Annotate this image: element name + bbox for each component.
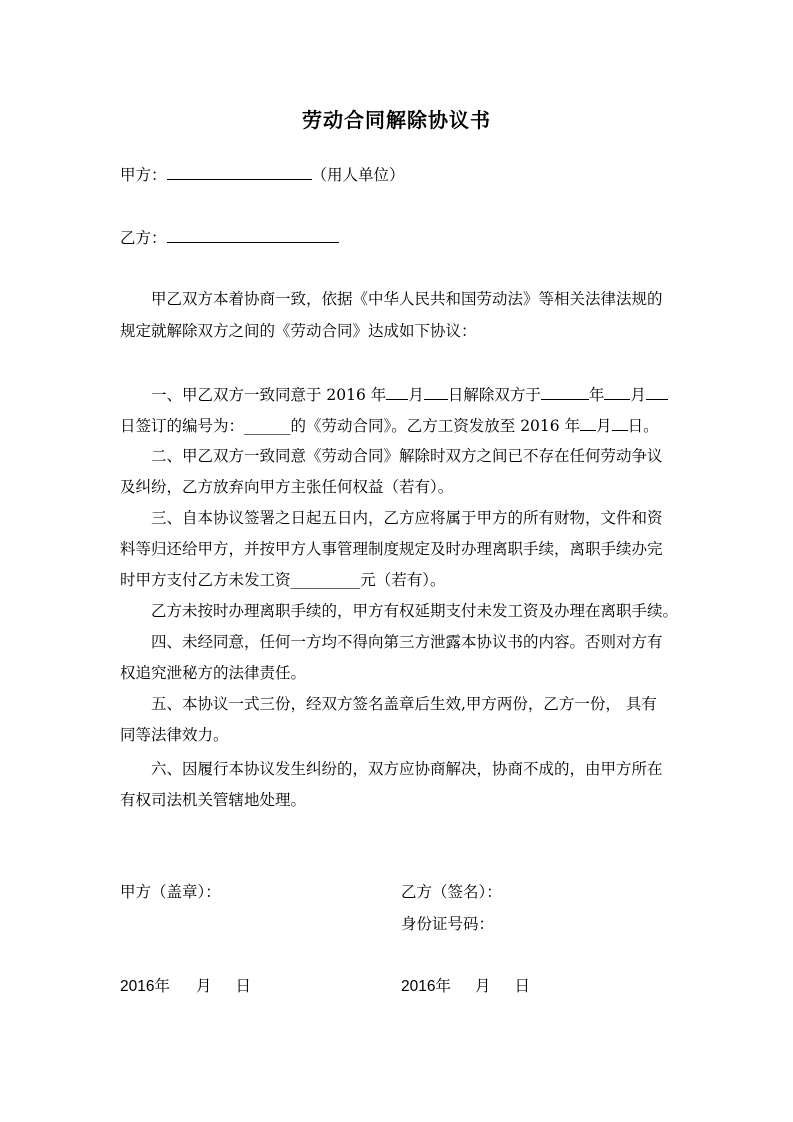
clause-3-text-b: 元（若有）。 <box>360 571 446 589</box>
party-a-date-day-unit: 日 <box>235 977 252 995</box>
document-title: 劳动合同解除协议书 <box>302 108 491 132</box>
party-a-seal-label: 甲方（盖章）： <box>120 883 221 901</box>
terminate-day-blank[interactable] <box>424 384 448 400</box>
party-b-date-year: 2016 <box>401 978 436 995</box>
clause-3-line-3 <box>120 570 446 590</box>
sign-day-blank[interactable] <box>646 384 668 400</box>
clause-4-line-2: 权追究泄秘方的法律责任。 <box>120 664 307 682</box>
party-a-date-month-unit: 月 <box>196 977 212 995</box>
party-a-line <box>120 164 405 185</box>
clause-3-line-1: 三、自本协议签署之日起五日内，乙方应将属于甲方的所有财物，文件和资 <box>151 509 663 527</box>
clause-3-line-4: 乙方未按时办理离职手续的，甲方有权延期支付未发工资及办理在离职手续。 <box>151 602 679 620</box>
party-b-id-label: 身份证号码： <box>401 915 495 933</box>
party-a-date-year: 2016 <box>120 978 155 995</box>
party-a-date-year-unit: 年 <box>154 977 170 995</box>
party-b-label: 乙方： <box>120 229 167 247</box>
clause-1-text-f: 日签订的编号为： <box>120 417 245 435</box>
preamble-line-2: 规定就解除双方之间的《劳动合同》达成如下协议： <box>120 322 477 340</box>
clause-1-text-h: 月 <box>596 417 612 435</box>
clause-1-text-c: 日解除双方于 <box>447 386 541 404</box>
sign-month-blank[interactable] <box>604 384 630 400</box>
sign-year-blank[interactable] <box>541 384 589 400</box>
party-b-line <box>120 227 339 248</box>
party-b-signature-label: 乙方（签名）： <box>401 883 502 901</box>
clause-3-text-a: 时甲方支付乙方未发工资 <box>120 571 291 589</box>
party-a-note: （用人单位） <box>311 166 405 184</box>
party-a-label: 甲方： <box>120 166 167 184</box>
salary-month-blank[interactable] <box>580 415 596 431</box>
clause-2-line-2: 及纠纷，乙方放弃向甲方主张任何权益（若有）。 <box>120 478 454 496</box>
party-a-date <box>120 976 251 997</box>
clause-1-text-a: 一、甲乙双方一致同意于 2016 年 <box>151 386 387 404</box>
clause-5-line-2: 同等法律效力。 <box>120 726 229 744</box>
party-b-date-day-unit: 日 <box>514 977 531 995</box>
clause-1-text-g: ______的《劳动合同》。乙方工资发放至 2016 年 <box>244 417 581 435</box>
party-b-date-month-unit: 月 <box>475 977 491 995</box>
party-b-date-year-unit: 年 <box>435 977 451 995</box>
clause-3-line-2: 料等归还给甲方，并按甲方人事管理制度规定及时办理离职手续，离职手续办完 <box>120 540 663 558</box>
clause-2-line-1: 二、甲乙双方一致同意《劳动合同》解除时双方之间已不存在任何劳动争议 <box>151 447 663 465</box>
clause-6-line-2: 有权司法机关管辖地处理。 <box>120 791 307 809</box>
clause-6-line-1: 六、因履行本协议发生纠纷的，双方应协商解决，协商不成的，由甲方所在 <box>151 760 663 778</box>
clause-1-text-d: 年 <box>588 386 605 404</box>
party-b-name-blank[interactable] <box>167 227 339 243</box>
clause-1-line-2 <box>120 415 659 436</box>
terminate-month-blank[interactable] <box>386 384 408 400</box>
party-b-date <box>401 976 530 997</box>
unpaid-salary-blank[interactable]: _________ <box>290 571 361 589</box>
salary-day-blank[interactable] <box>612 415 628 431</box>
clause-5-line-1: 五、本协议一式三份，经双方签名盖章后生效,甲方两份，乙方一份， 具有 <box>151 695 657 713</box>
party-a-name-blank[interactable] <box>167 164 312 180</box>
clause-1-text-i: 日。 <box>627 417 659 435</box>
clause-4-line-1: 四、未经同意，任何一方均不得向第三方泄露本协议书的内容。否则对方有 <box>151 633 663 651</box>
clause-1-text-b: 月 <box>408 386 424 404</box>
clause-1-text-e: 月 <box>630 386 646 404</box>
clause-1-line-1 <box>151 384 668 405</box>
preamble-line-1: 甲乙双方本着协商一致，依据《中华人民共和国劳动法》等相关法律法规的 <box>151 290 663 308</box>
